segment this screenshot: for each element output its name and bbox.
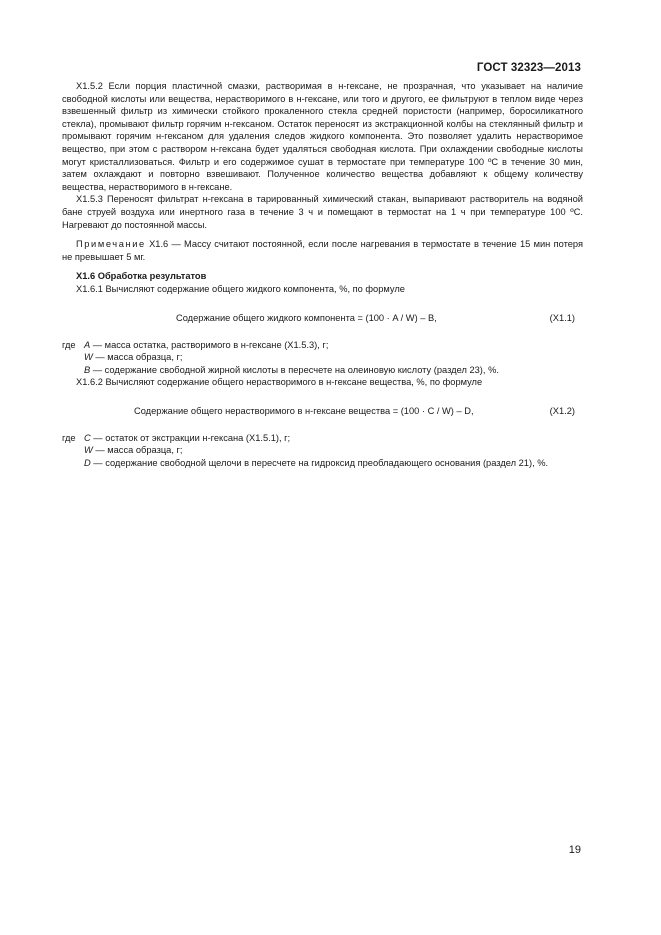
definition-item: B — содержание свободной жирной кислоты в пересчете на олеиновую кислоту (раздел 23), %.: [84, 364, 499, 375]
formula-x1-2-expression: Содержание общего нерастворимого в н-гексане вещества = (100 · C / W) – D,: [134, 405, 474, 416]
formula-x1-2-number: (Х1.2): [549, 405, 575, 416]
symbol: A: [84, 339, 91, 350]
note-label: Примечание: [76, 239, 146, 250]
note: [62, 238, 583, 263]
section-heading: Х1.6 Обработка результатов: [76, 271, 207, 282]
symbol: B: [84, 364, 91, 375]
paragraph-x1-6-2: Х1.6.2 Вычисляют содержание общего нерастворимого в н-гексане вещества, %, по формуле: [76, 377, 483, 388]
page-number: 19: [568, 844, 581, 856]
paragraph-x1-5-3: Х1.5.3 Переносят фильтрат н-гексана в тарированный химический стакан, выпаривают растворитель на водяной бане струей воздуха или инертного газа в течение 3 ч и помещают в термостат на 1 ч при температуре 100 ºС. Нагревают до постоянной массы.: [62, 194, 583, 230]
definition-item: где A — масса остатка, растворимого в н-гексане (Х1.5.3), г;: [62, 339, 329, 350]
paragraph-x1-5-2: Х1.5.2 Если порция пластичной смазки, растворимая в н-гексане, не прозрачная, что указывает на наличие свободной кислоты или вещества, нерастворимого в н-гексане, или того и другого, ее фильтруют в теплом виде через взвешенный фильтр из химически стойкого прокаленного стекла средней пористости (например, боросиликатного стекла), промывают фильтр горячим н-гексаном. Остаток переносят из экстракционной колбы на стеклянный фильтр и промывают горячим н-гексаном для удаления следов жидкого компонента. Это позволяет удалить нерастворимое вещество, при этом с раствором н-гексана будет удаляться свободная кислота. При охлаждении свободные кислоты могут кристаллизоваться. Фильтр и его содержимое сушат в термостате при температуре 100 ºС в течение 30 мин, затем охлаждают и повторно взвешивают. Полученное количество вещества добавляют к общему количеству вещества, нерастворимого в н-гексане.: [62, 81, 583, 192]
definition-item: где C — остаток от экстракции н-гексана (Х1.5.1), г;: [62, 432, 291, 443]
symbol: W: [84, 352, 93, 363]
note-text: Х1.6 — Массу считают постоянной, если после нагревания в термостате в течение 15 мин потеря не превышает 5 мг.: [62, 239, 583, 262]
symbol: C: [84, 432, 91, 443]
symbol: W: [84, 445, 93, 456]
formula-x1-2: [62, 405, 583, 418]
document-body: [62, 80, 583, 470]
paragraph-x1-6-1: Х1.6.1 Вычисляют содержание общего жидкого компонента, %, по формуле: [76, 283, 405, 294]
standard-header: ГОСТ 32323—2013: [476, 62, 581, 74]
definition-item: W — масса образца, г;: [84, 445, 183, 456]
definition-item: W — масса образца, г;: [84, 352, 183, 363]
where-list-1: [62, 339, 583, 377]
formula-x1-1-number: (Х1.1): [549, 312, 575, 323]
where-list-2: [62, 432, 583, 470]
symbol: D: [84, 458, 91, 469]
formula-x1-1: [62, 312, 583, 325]
definition-item: D — содержание свободной щелочи в пересчете на гидроксид преобладающего основания (раздел 21), %.: [84, 458, 549, 469]
formula-x1-1-expression: Содержание общего жидкого компонента = (100 · A / W) – B,: [176, 312, 437, 323]
